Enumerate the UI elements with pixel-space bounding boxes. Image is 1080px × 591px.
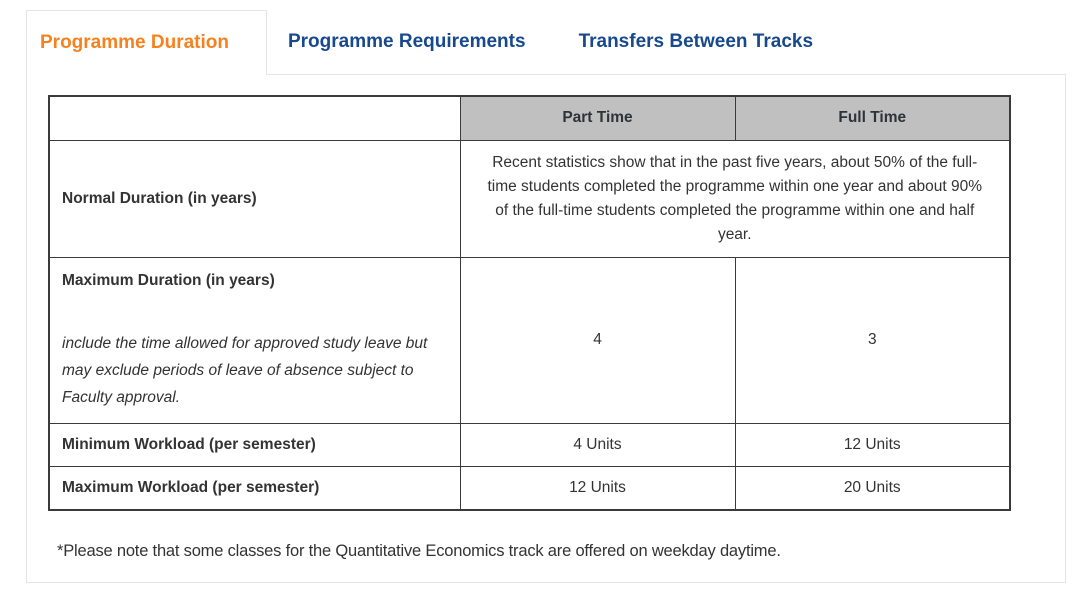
table-row-normal-duration (49, 140, 1010, 257)
tab-programme-requirements[interactable]: Programme Requirements (287, 31, 526, 52)
maximum-duration-title: Maximum Duration (in years) (62, 271, 275, 289)
tab-transfers-between-tracks[interactable]: Transfers Between Tracks (578, 31, 814, 52)
row-label-minimum-workload: Minimum Workload (per semester) (49, 423, 460, 466)
maximum-duration-note: include the time allowed for approved study leave but may exclude periods of leave of absence subject to Faculty approval. (62, 334, 428, 406)
row-label-maximum-workload: Maximum Workload (per semester) (49, 466, 460, 510)
programme-info-section (26, 10, 1066, 583)
column-header-full-time: Full Time (735, 96, 1010, 140)
minimum-workload-full-time-value: 12 Units (735, 423, 1010, 466)
normal-duration-statistics-cell: Recent statistics show that in the past five years, about 50% of the full-time students completed the programme within one year and about 90% of the full-time students completed the programme within one and half year. (460, 140, 1010, 257)
table-row-minimum-workload (49, 423, 1010, 466)
table-row-maximum-workload (49, 466, 1010, 510)
maximum-duration-part-time-value: 4 (460, 257, 735, 423)
column-header-part-time: Part Time (460, 96, 735, 140)
tab-bar (26, 10, 1066, 74)
row-label-normal-duration: Normal Duration (in years) (49, 140, 460, 257)
table-header-row (49, 96, 1010, 140)
tab-panel-programme-duration (26, 74, 1066, 583)
table-row-maximum-duration (49, 257, 1010, 423)
maximum-workload-full-time-value: 20 Units (735, 466, 1010, 510)
row-label-maximum-duration (49, 257, 460, 423)
maximum-duration-full-time-value: 3 (735, 257, 1010, 423)
tab-programme-duration[interactable]: Programme Duration (26, 10, 267, 75)
footnote: *Please note that some classes for the Quantitative Economics track are offered on weekday daytime. (57, 541, 781, 560)
table-corner-cell (49, 96, 460, 140)
minimum-workload-part-time-value: 4 Units (460, 423, 735, 466)
programme-duration-table (48, 95, 1011, 511)
maximum-workload-part-time-value: 12 Units (460, 466, 735, 510)
